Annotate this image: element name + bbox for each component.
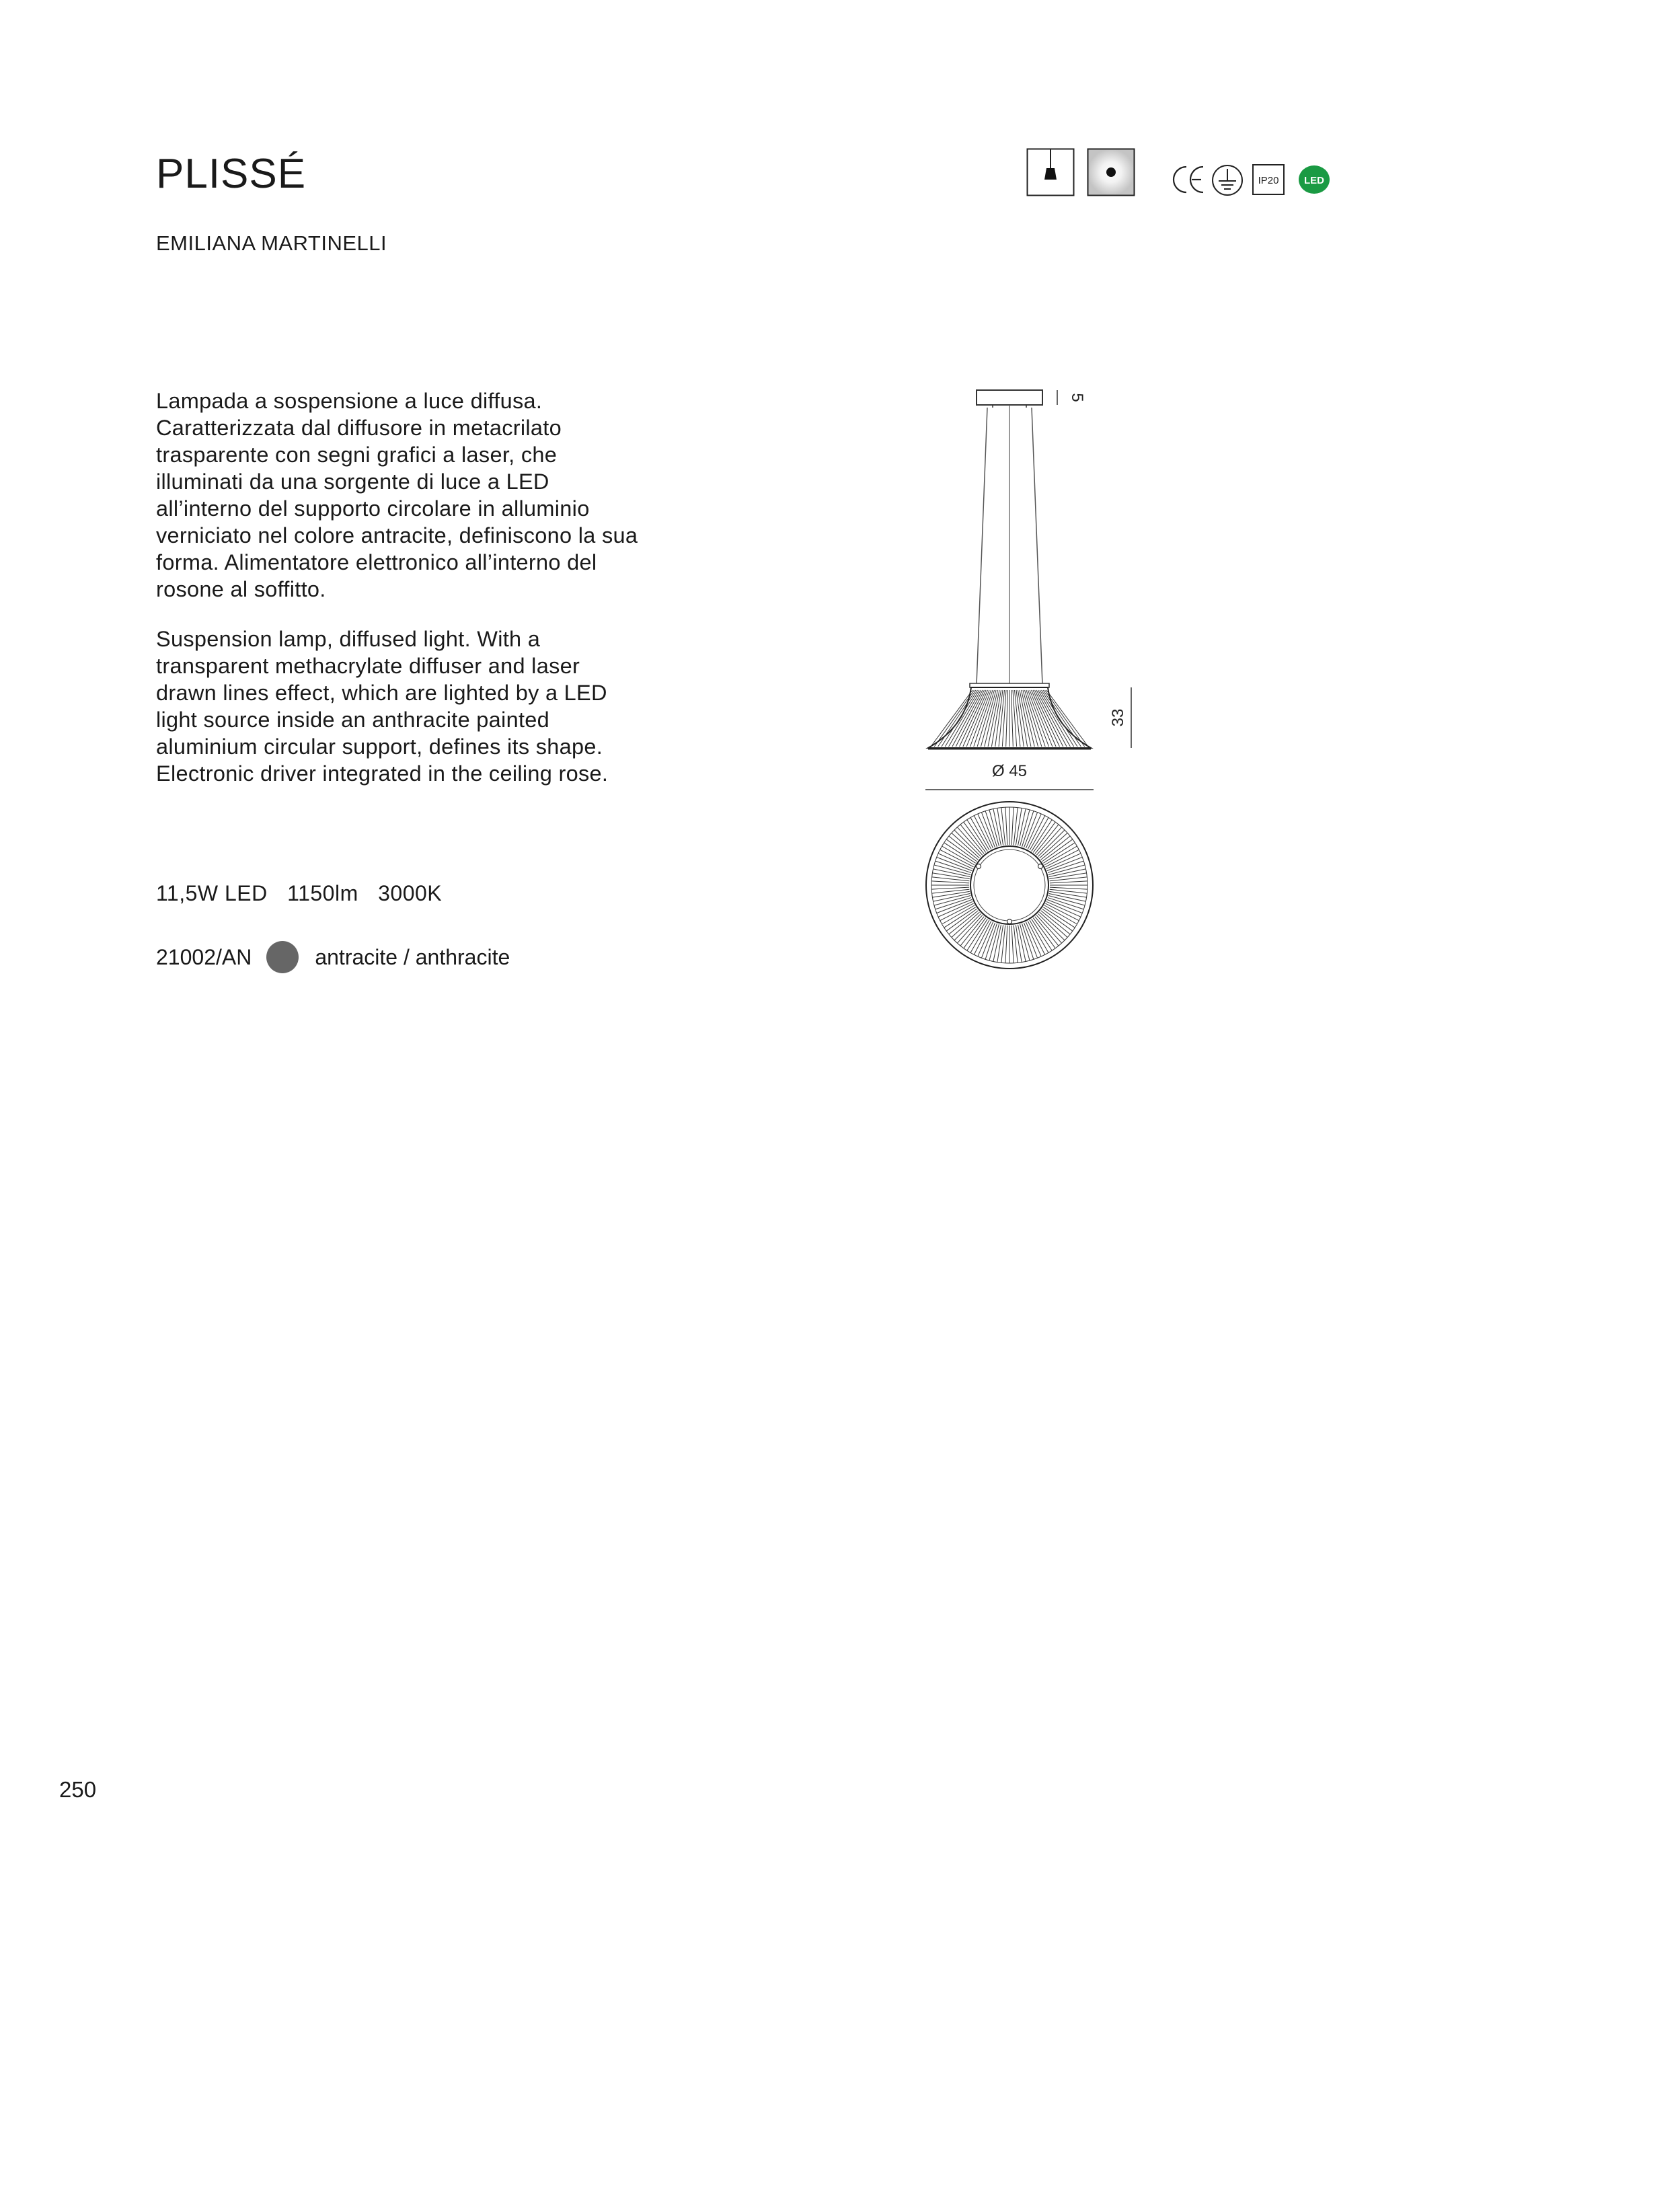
ip20-icon xyxy=(1252,164,1285,198)
diameter-dimension xyxy=(925,762,1094,790)
variant-color-name: antracite / anthracite xyxy=(315,944,510,969)
description-english: Suspension lamp, diffused light. With a transparent methacrylate diffuser and laser drawn lines effect, which are lighted by a LED light source inside an anthracite painted aluminium circular support, defines its shape. Electronic driver integrated in the ceiling rose. xyxy=(156,627,609,786)
rose-height-label: 5 xyxy=(1068,393,1086,402)
power-spec: 11,5W LED xyxy=(156,881,268,905)
class-i-earth-icon xyxy=(1211,163,1244,200)
rose-height-dimension xyxy=(1057,390,1086,405)
shade-height-label: 33 xyxy=(1109,708,1127,727)
product-title: PLISSÉ xyxy=(156,151,307,197)
shade-height-dimension xyxy=(1109,687,1131,748)
light-specs xyxy=(156,881,455,906)
designer-name: EMILIANA MARTINELLI xyxy=(156,231,387,255)
diameter-label: Ø 45 xyxy=(991,762,1028,780)
description-italian: Lampada a sospensione a luce diffusa. Caratterizzata dal diffusore in metacrilato trasparente con segni grafici a laser, che illuminati da una sorgente di luce a LED all’interno del supporto circolare in alluminio verniciato nel colore antracite, definiscono la sua forma. Alimentatore elettronico all’interno del rosone al soffitto. xyxy=(156,389,638,601)
variant-code: 21002/AN xyxy=(156,944,252,969)
suspension-cable-right xyxy=(1032,408,1042,685)
diffused-light-icon xyxy=(1087,148,1135,200)
led-icon xyxy=(1298,165,1330,198)
suspension-cable-left xyxy=(977,408,987,685)
color-swatch xyxy=(266,941,299,973)
variant-row xyxy=(156,940,510,974)
led-label: LED xyxy=(1304,175,1324,186)
page-number: 250 xyxy=(59,1777,97,1802)
ce-mark-icon xyxy=(1172,164,1207,198)
ip-rating-label: IP20 xyxy=(1258,175,1279,186)
lumen-spec: 1150lm xyxy=(287,881,358,905)
ceiling-rose xyxy=(977,390,1042,405)
lamp-top-view xyxy=(926,802,1093,969)
temperature-spec: 3000K xyxy=(378,881,443,905)
pendant-lamp-icon xyxy=(1026,148,1075,200)
technical-drawing xyxy=(901,377,1170,982)
